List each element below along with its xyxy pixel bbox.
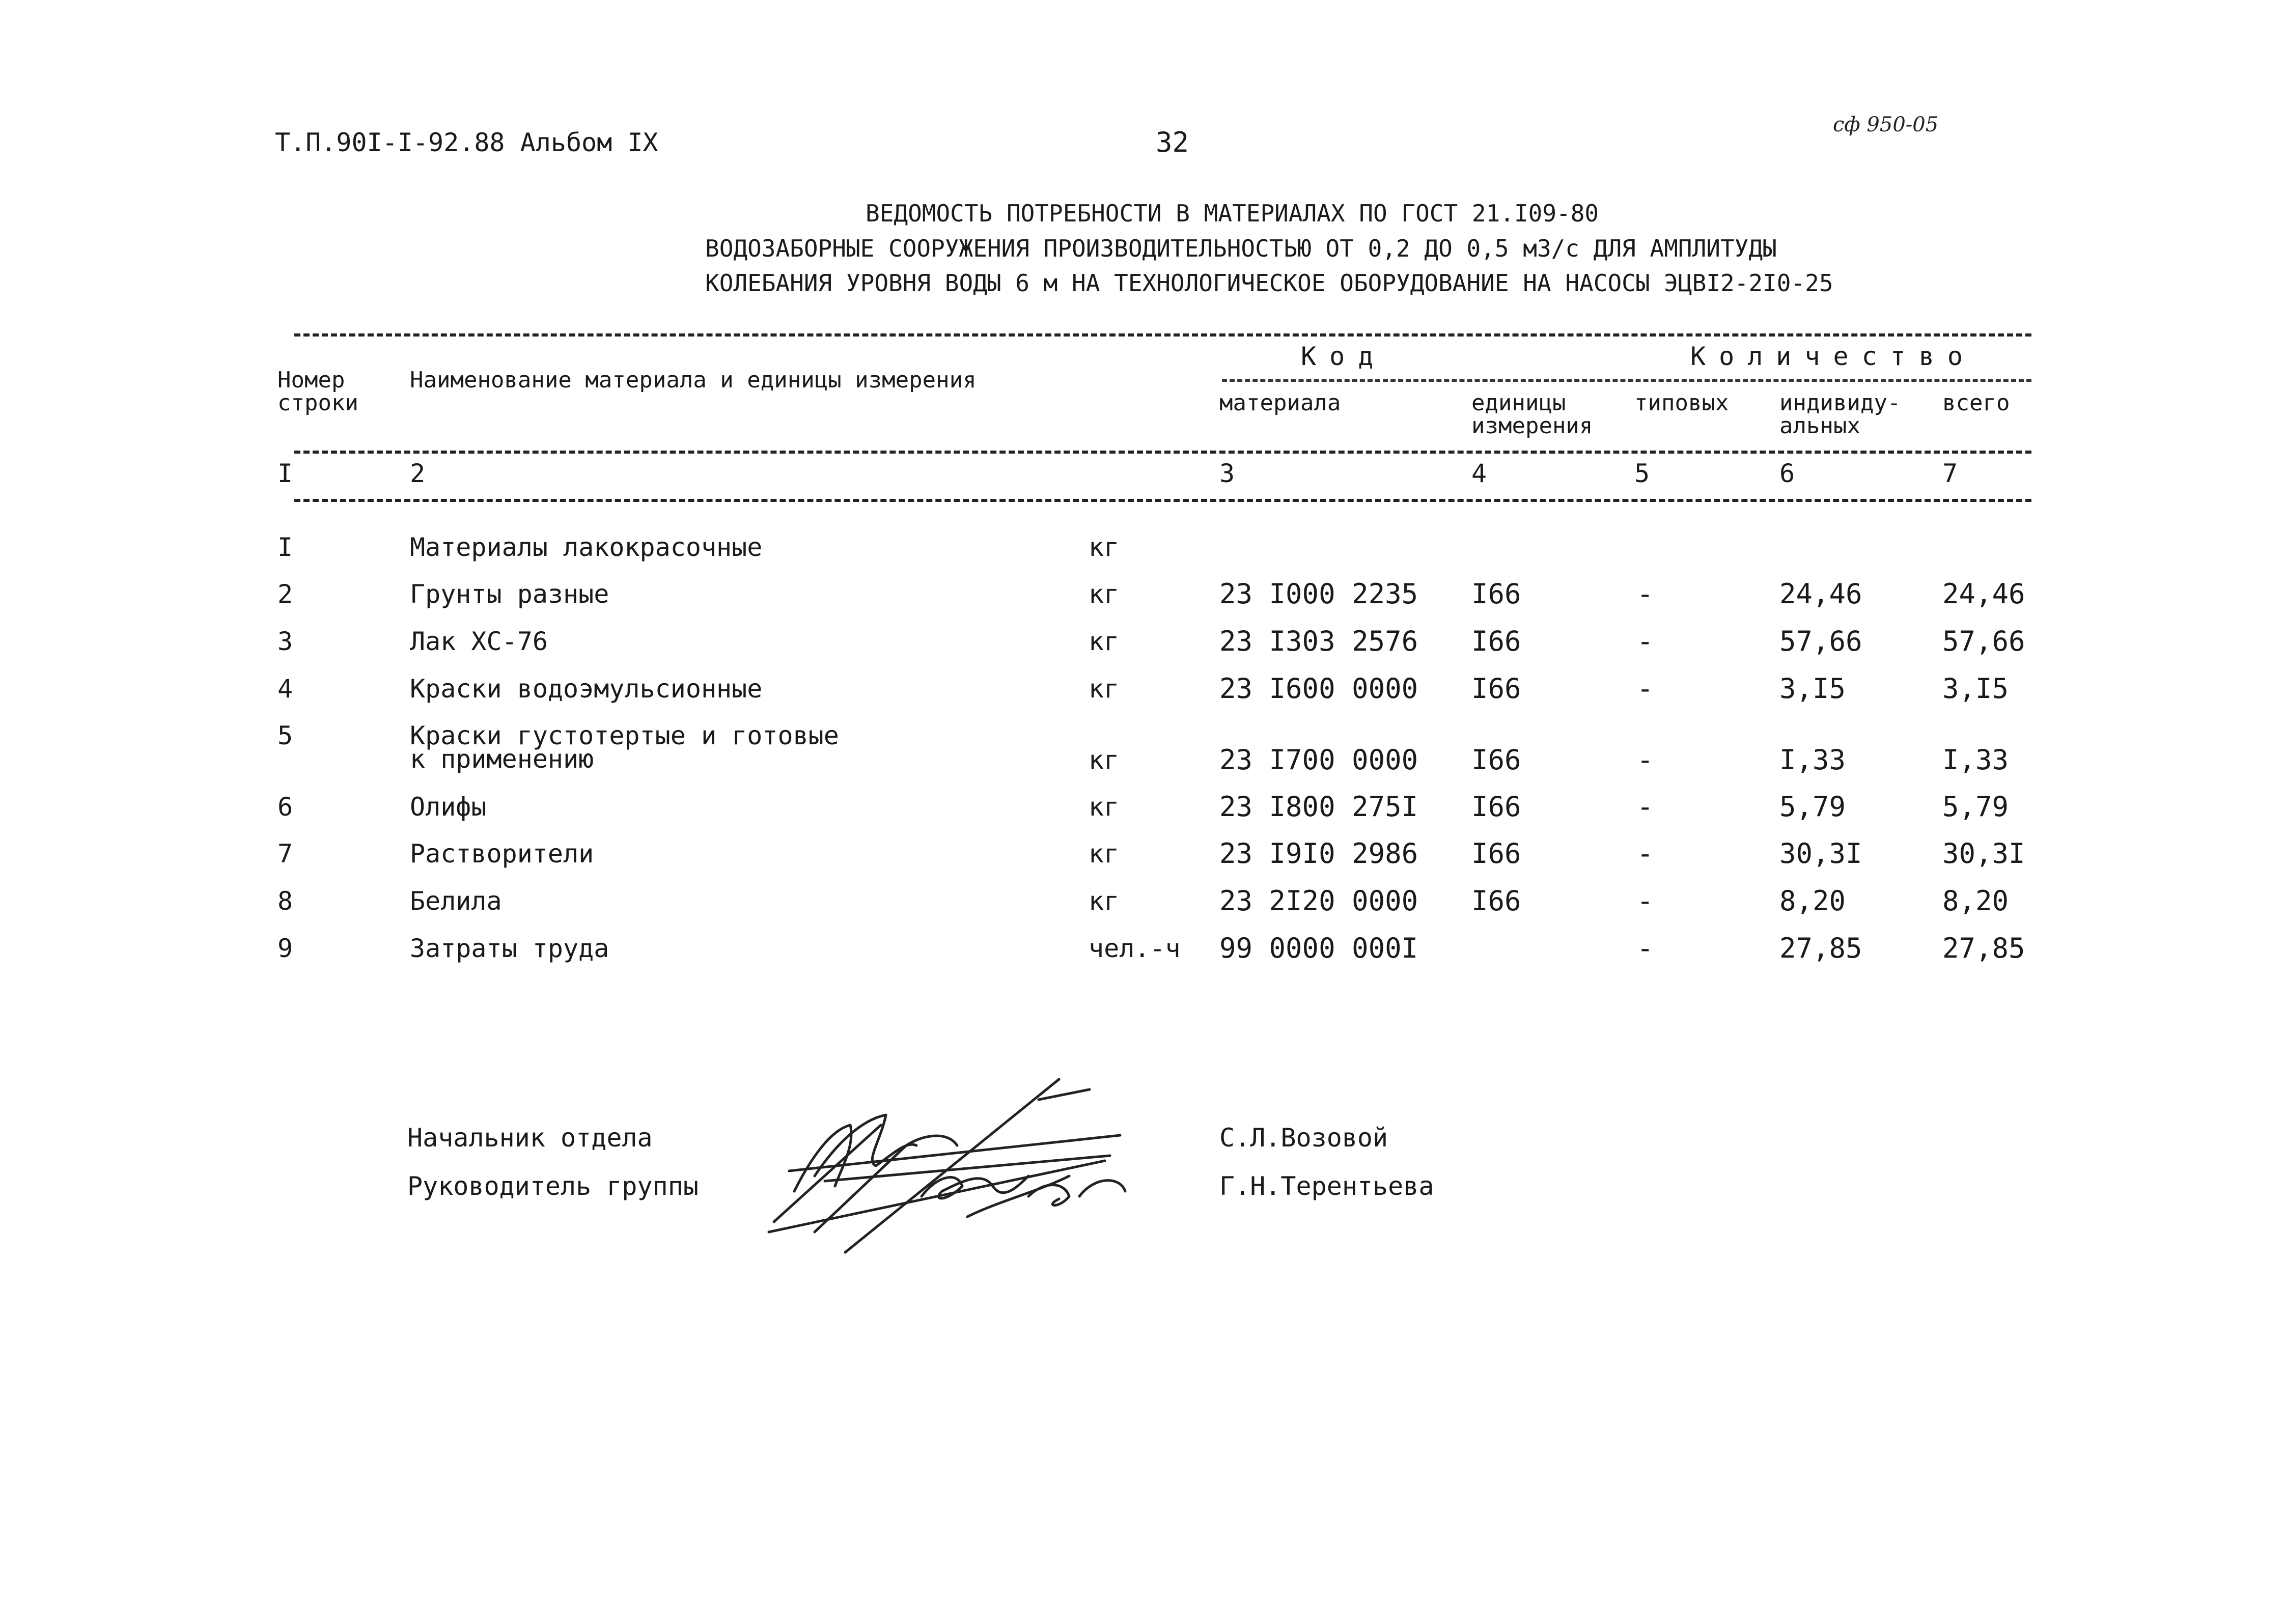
title-line-3: КОЛЕБАНИЯ УРОВНЯ ВОДЫ 6 м НА ТЕХНОЛОГИЧЕСКОЕ ОБОРУДОВАНИЕ НА НАСОСЫ ЭЦВI2-2I0-25 — [705, 269, 1833, 297]
document-reference: Т.П.90I-I-92.88 Альбом IX — [275, 128, 658, 157]
qty-individual: 57,66 — [1779, 625, 1862, 657]
material-name-continuation: к применению — [410, 744, 594, 774]
row-number: 3 — [277, 627, 293, 656]
material-code: 23 I800 275I — [1219, 791, 1418, 823]
unit: кг — [1089, 674, 1120, 704]
qty-total: 57,66 — [1942, 625, 2025, 657]
column-number: 2 — [410, 459, 426, 488]
row-number: 8 — [277, 886, 293, 916]
qty-total: 30,3I — [1942, 837, 2025, 870]
header-qty-individual-2: альных — [1779, 413, 1860, 439]
material-name: Грунты разные — [410, 579, 609, 609]
unit-code: I66 — [1471, 885, 1521, 917]
handwritten-signatures — [754, 1069, 1191, 1263]
signer-role-1: Начальник отдела — [407, 1123, 653, 1153]
qty-typical: - — [1637, 625, 1654, 657]
unit-code: I66 — [1471, 578, 1521, 610]
qty-individual: 30,3I — [1779, 837, 1862, 870]
unit-code: I66 — [1471, 673, 1521, 705]
material-name: Белила — [410, 886, 502, 916]
column-number: 5 — [1634, 459, 1650, 488]
unit: кг — [1089, 839, 1120, 869]
row-number: 6 — [277, 792, 293, 822]
qty-typical: - — [1637, 791, 1654, 823]
header-qty-individual-1: индивиду- — [1779, 390, 1901, 416]
qty-typical: - — [1637, 673, 1654, 705]
header-group-rule — [1222, 379, 2031, 382]
header-qty-total: всего — [1942, 390, 2010, 416]
header-rule — [294, 451, 2031, 454]
qty-individual: 27,85 — [1779, 932, 1862, 964]
column-number: I — [277, 459, 293, 488]
qty-typical: - — [1637, 837, 1654, 870]
header-qty-typical: типовых — [1634, 390, 1729, 416]
unit: кг — [1089, 886, 1120, 916]
qty-typical: - — [1637, 885, 1654, 917]
column-number: 6 — [1779, 459, 1795, 488]
column-number: 4 — [1471, 459, 1487, 488]
column-number: 7 — [1942, 459, 1958, 488]
unit-code: I66 — [1471, 625, 1521, 657]
row-number: 7 — [277, 839, 293, 869]
row-number: 9 — [277, 934, 293, 963]
unit: чел.-ч — [1089, 934, 1181, 963]
qty-individual: 8,20 — [1779, 885, 1846, 917]
unit: кг — [1089, 579, 1120, 609]
material-name: Затраты труда — [410, 934, 609, 963]
header-row-number-2: строки — [277, 390, 358, 416]
header-material-name: Наименование материала и единицы измерения — [410, 367, 977, 393]
title-line-2: ВОДОЗАБОРНЫЕ СООРУЖЕНИЯ ПРОИЗВОДИТЕЛЬНОСТЬЮ ОТ 0,2 ДО 0,5 м3/с ДЛЯ АМПЛИТУДЫ — [705, 235, 1777, 262]
qty-individual: 3,I5 — [1779, 673, 1846, 705]
column-number: 3 — [1219, 459, 1235, 488]
row-number: 5 — [277, 721, 293, 750]
signer-name-1: С.Л.Возовой — [1219, 1123, 1388, 1153]
header-quantity-group: Количество — [1690, 342, 1976, 371]
unit: кг — [1089, 627, 1120, 656]
page-number: 32 — [1156, 126, 1189, 158]
row-number: 4 — [277, 674, 293, 704]
qty-total: 8,20 — [1942, 885, 2009, 917]
material-code: 23 2I20 0000 — [1219, 885, 1418, 917]
signer-name-2: Г.Н.Терентьева — [1219, 1171, 1434, 1201]
material-code: 23 I303 2576 — [1219, 625, 1418, 657]
material-name: Олифы — [410, 792, 487, 822]
qty-typical: - — [1637, 932, 1654, 964]
qty-typical: - — [1637, 578, 1654, 610]
table-top-rule — [294, 333, 2031, 337]
signer-role-2: Руководитель группы — [407, 1171, 699, 1201]
material-code: 99 0000 000I — [1219, 932, 1418, 964]
material-name: Краски густотертые и готовые — [410, 721, 839, 750]
material-code: 23 I700 0000 — [1219, 744, 1418, 776]
header-unit-code-1: единицы — [1471, 390, 1566, 416]
qty-individual: I,33 — [1779, 744, 1846, 776]
qty-individual: 5,79 — [1779, 791, 1846, 823]
row-number: 2 — [277, 579, 293, 609]
material-name: Краски водоэмульсионные — [410, 674, 763, 704]
material-code: 23 I000 2235 — [1219, 578, 1418, 610]
material-name: Материалы лакокрасочные — [410, 533, 763, 562]
unit: кг — [1089, 745, 1120, 775]
material-code: 23 I9I0 2986 — [1219, 837, 1418, 870]
qty-typical: - — [1637, 744, 1654, 776]
qty-total: 3,I5 — [1942, 673, 2009, 705]
qty-individual: 24,46 — [1779, 578, 1862, 610]
qty-total: I,33 — [1942, 744, 2009, 776]
qty-total: 27,85 — [1942, 932, 2025, 964]
unit: кг — [1089, 792, 1120, 822]
column-number-rule — [294, 499, 2031, 502]
handwritten-code: сф 950-05 — [1833, 113, 1939, 136]
material-name: Растворители — [410, 839, 594, 869]
header-row-number-1: Номер — [277, 367, 345, 393]
unit-code: I66 — [1471, 744, 1521, 776]
header-unit-code-2: измерения — [1471, 413, 1593, 439]
unit-code: I66 — [1471, 837, 1521, 870]
header-code-material: материала — [1219, 390, 1341, 416]
unit: кг — [1089, 533, 1120, 562]
material-name: Лак ХС-76 — [410, 627, 548, 656]
qty-total: 24,46 — [1942, 578, 2025, 610]
unit-code: I66 — [1471, 791, 1521, 823]
qty-total: 5,79 — [1942, 791, 2009, 823]
material-code: 23 I600 0000 — [1219, 673, 1418, 705]
header-code-group: Код — [1301, 342, 1387, 371]
title-line-1: ВЕДОМОСТЬ ПОТРЕБНОСТИ В МАТЕРИАЛАХ ПО ГОСТ 21.I09-80 — [866, 200, 1599, 227]
row-number: I — [277, 533, 293, 562]
